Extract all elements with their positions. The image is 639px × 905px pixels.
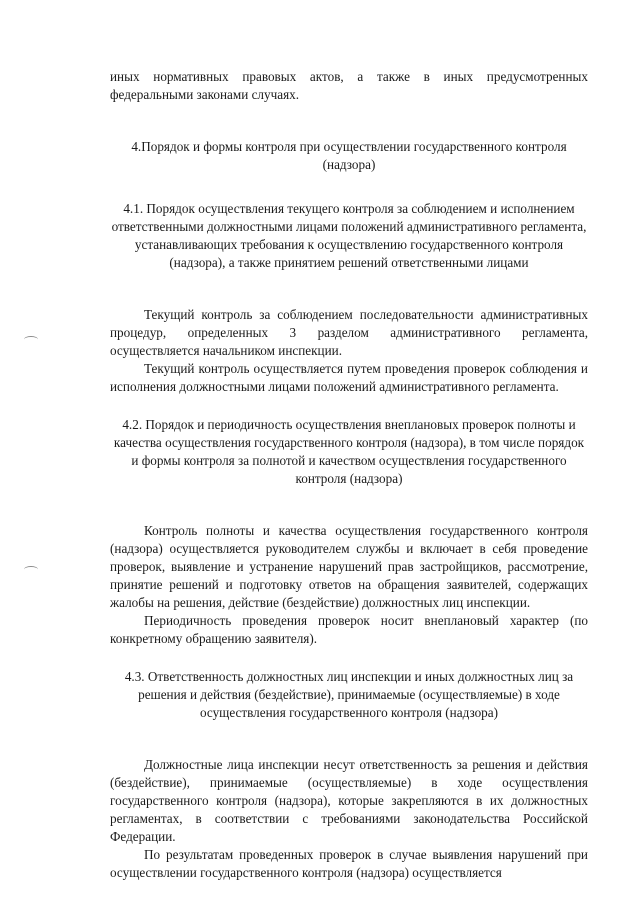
paragraph-4-3-2: По результатам проведенных проверок в случае выявления нарушений при осуществлении государственного контроля (надзора) осуществляется [110, 847, 588, 880]
scan-artifact [24, 566, 38, 573]
section-title: 4.Порядок и формы контроля при осуществлении государственного контроля (надзора) [131, 139, 567, 172]
paragraph-4-3-1: Должностные лица инспекции несут ответственность за решения и действия (бездействие), принимаемые (осуществляемые) в ходе осуществления государственного контроля (надзора), которые закрепляются в их должностных регламентах, в соответствии с требованиями законодательства Российской Федерации. [110, 757, 588, 844]
subsection-4-1-title: 4.1. Порядок осуществления текущего контроля за соблюдением и исполнением ответственными должностными лицами положений административного регламента, устанавливающих требования к осуществлению государственного контроля (надзора), а также принятием решений ответственными лицами [111, 201, 587, 270]
paragraph-4-2-2: Периодичность проведения проверок носит внеплановый характер (по конкретному обращению заявителя). [110, 613, 588, 646]
subsection-4-3-title: 4.3. Ответственность должностных лиц инспекции и иных должностных лиц за решения и действия (бездействие), принимаемые (осуществляемые) в ходе осуществления государственного контроля (надзора) [124, 669, 574, 720]
document-page [110, 68, 588, 882]
intro-paragraph: иных нормативных правовых актов, а также в иных предусмотренных федеральными законами случаях. [110, 69, 588, 102]
paragraph-4-1-2: Текущий контроль осуществляется путем проведения проверок соблюдения и исполнения должностными лицами положений административного регламента. [110, 361, 588, 394]
scan-artifact [24, 336, 38, 343]
paragraph-4-1-1: Текущий контроль за соблюдением последовательности административных процедур, определенных 3 разделом административного регламента, осуществляется начальником инспекции. [110, 307, 588, 358]
paragraph-4-2-1: Контроль полноты и качества осуществления государственного контроля (надзора) осуществляется руководителем службы и включает в себя проведение проверок, выявление и устранение нарушений прав застройщиков, рассмотрение, принятие решений и подготовку ответов на обращения заявителей, содержащих жалобы на решения, действие (бездействие) должностных лиц инспекции. [110, 523, 588, 610]
subsection-4-2-title: 4.2. Порядок и периодичность осуществления внеплановых проверок полноты и качества осуществления государственного контроля (надзора), в том числе порядок и формы контроля за полнотой и качеством осуществления государственного контроля (надзора) [113, 417, 585, 486]
